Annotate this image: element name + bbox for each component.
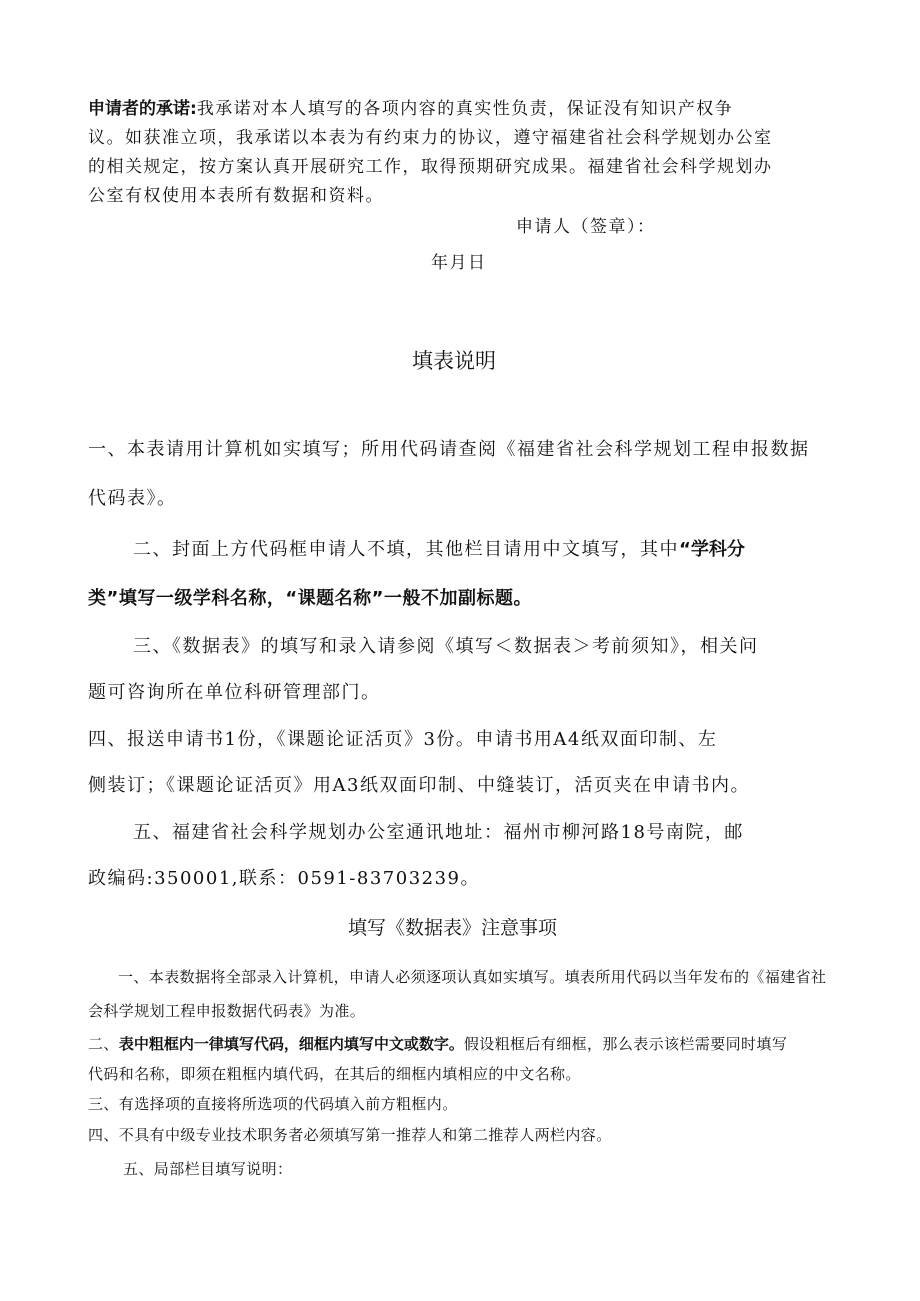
instruction-4-line-1: 四、报送申请书1份，《课题论证活页》3份。申请书用A4纸双面印制、左 xyxy=(88,729,718,750)
note-2-rest: 假设粗框后有细框，那么表示该栏需要同时填写 xyxy=(463,1035,788,1053)
note-1-line-1: 一、本表数据将全部录入计算机，申请人必须逐项认真如实填写。填表所用代码以当年发布的《福建省社 xyxy=(118,968,827,986)
note-3: 三、有选择项的直接将所选项的代码填入前方粗框内。 xyxy=(88,1095,458,1113)
instruction-4-line-2: 侧装订；《课题论证活页》用A3纸双面印制、中缝装订，活页夹在申请书内。 xyxy=(88,775,750,796)
pledge-text-1: 我承诺对本人填写的各项内容的真实性负责，保证没有知识产权争 xyxy=(196,99,734,119)
note-4: 四、不具有中级专业技术职务者必须填写第一推荐人和第二推荐人两栏内容。 xyxy=(88,1126,612,1144)
instructions-title: 填表说明 xyxy=(412,349,496,373)
instruction-1-line-1: 一、本表请用计算机如实填写；所用代码请查阅《福建省社会科学规划工程申报数据 xyxy=(88,439,810,460)
instruction-2-line-2: 类”填写一级学科名称，“课题名称”一般不加副标题。 xyxy=(88,588,532,609)
note-2-line-1 xyxy=(88,1033,787,1054)
pledge-line-2: 议。如获准立项，我承诺以本表为有约束力的协议，遵守福建省社会科学规划办公室 xyxy=(88,128,773,148)
pledge-line-4: 公室有权使用本表所有数据和资料。 xyxy=(88,186,384,206)
pledge-line-1 xyxy=(88,94,733,119)
instruction-2-text: 二、封面上方代码框申请人不填，其他栏目请用中文填写，其中 xyxy=(133,539,679,560)
pledge-line-3: 的相关规定，按方案认真开展研究工作，取得预期研究成果。福建省社会科学规划办 xyxy=(88,157,773,177)
instruction-3-line-2: 题可咨询所在单位科研管理部门。 xyxy=(88,682,381,703)
notes-title: 填写《数据表》注意事项 xyxy=(348,917,558,939)
instruction-5-line-2: 政编码:350001,联系：0591-83703239。 xyxy=(88,868,481,889)
note-2-bold: 表中粗框内一律填写代码，细框内填写中文或数字。 xyxy=(118,1035,464,1053)
instruction-2-bold: “学科分 xyxy=(679,539,745,560)
note-2-prefix: 二、 xyxy=(88,1035,119,1053)
note-5: 五、局部栏目填写说明： xyxy=(123,1160,293,1178)
signature-line: 申请人（签章）： xyxy=(516,217,656,237)
instruction-3-line-1: 三、《数据表》的填写和录入请参阅《填写＜数据表＞考前须知》，相关问 xyxy=(133,636,759,657)
note-2-line-2: 代码和名称，即须在粗框内填代码，在其后的细框内填相应的中文名称。 xyxy=(88,1065,581,1083)
date-line: 年月日 xyxy=(431,253,487,273)
instruction-2-line-1 xyxy=(133,535,745,561)
pledge-label: 申请者的承诺: xyxy=(88,99,197,119)
note-1-line-2: 会科学规划工程申报数据代码表》为准。 xyxy=(88,1002,366,1020)
instruction-5-line-1: 五、福建省社会科学规划办公室通讯地址：福州市柳河路18号南院，邮 xyxy=(133,822,744,843)
instruction-1-line-2: 代码表》。 xyxy=(88,488,177,509)
